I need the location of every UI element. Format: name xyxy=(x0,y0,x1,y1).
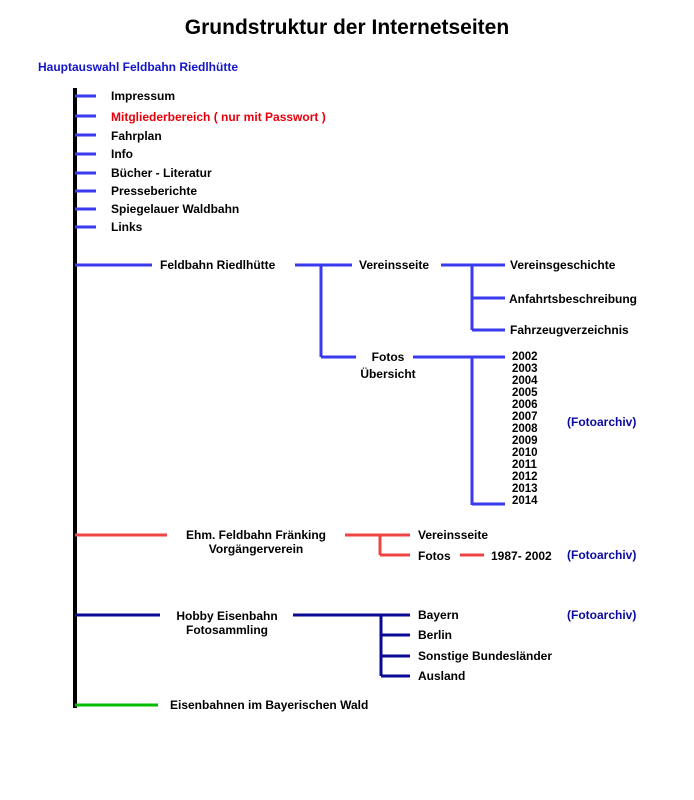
year-2011: 2011 xyxy=(512,459,537,471)
year-2007: 2007 xyxy=(512,411,538,423)
page-title: Grundstruktur der Internetseiten xyxy=(184,16,510,39)
node-fraenking-vorgaenger: Vorgängerverein xyxy=(208,542,304,556)
year-2003: 2003 xyxy=(512,363,538,375)
item-links: Links xyxy=(111,220,143,234)
node-fotos: Fotos xyxy=(371,350,405,364)
node-hobby-fotosammling: Fotosammling xyxy=(185,623,268,637)
year-2006: 2006 xyxy=(512,399,538,411)
item-mitgliederbereich: Mitgliederbereich ( nur mit Passwort ) xyxy=(111,110,326,124)
year-2012: 2012 xyxy=(512,471,538,483)
node-berlin: Berlin xyxy=(418,628,453,642)
item-presseberichte: Presseberichte xyxy=(111,184,198,198)
node-feldbahn-riedlhuette: Feldbahn Riedlhütte xyxy=(160,258,276,272)
node-vereinsgeschichte: Vereinsgeschichte xyxy=(510,258,616,272)
item-impressum: Impressum xyxy=(111,89,176,103)
item-info: Info xyxy=(111,147,133,161)
node-fotos-uebersicht: Übersicht xyxy=(360,367,416,381)
node-fraenking-years: 1987- 2002 xyxy=(491,549,552,563)
node-fraenking-fotos: Fotos xyxy=(418,549,451,563)
fotoarchiv-label-fraenking: (Fotoarchiv) xyxy=(567,548,637,562)
year-2005: 2005 xyxy=(512,387,538,399)
item-fahrplan: Fahrplan xyxy=(111,129,162,143)
year-2002: 2002 xyxy=(512,351,538,363)
year-2014: 2014 xyxy=(512,495,538,507)
node-vereinsseite: Vereinsseite xyxy=(359,258,430,272)
year-2013: 2013 xyxy=(512,483,538,495)
node-hobby-eisenbahn: Hobby Eisenbahn xyxy=(176,609,278,623)
node-fraenking: Ehm. Feldbahn Fränking xyxy=(185,528,326,542)
node-fraenking-vereinsseite: Vereinsseite xyxy=(418,528,489,542)
year-2010: 2010 xyxy=(512,447,538,459)
year-2004: 2004 xyxy=(512,375,538,387)
node-bayern: Bayern xyxy=(418,608,459,622)
node-sonstige-bundeslaender: Sonstige Bundesländer xyxy=(418,649,553,663)
year-2008: 2008 xyxy=(512,423,538,435)
node-eisenbahnen-bayerischer-wald: Eisenbahnen im Bayerischen Wald xyxy=(170,698,369,712)
node-anfahrtsbeschreibung: Anfahrtsbeschreibung xyxy=(509,292,638,306)
item-buecher: Bücher - Literatur xyxy=(111,166,212,180)
node-fahrzeugverzeichnis: Fahrzeugverzeichnis xyxy=(510,323,629,337)
fotoarchiv-label-feldbahn: (Fotoarchiv) xyxy=(567,415,637,429)
fotoarchiv-label-hobby: (Fotoarchiv) xyxy=(567,608,637,622)
item-spiegelauer-waldbahn: Spiegelauer Waldbahn xyxy=(111,202,240,216)
year-2009: 2009 xyxy=(512,435,538,447)
main-menu-label: Hauptauswahl Feldbahn Riedlhütte xyxy=(38,60,239,74)
node-ausland: Ausland xyxy=(418,669,466,683)
